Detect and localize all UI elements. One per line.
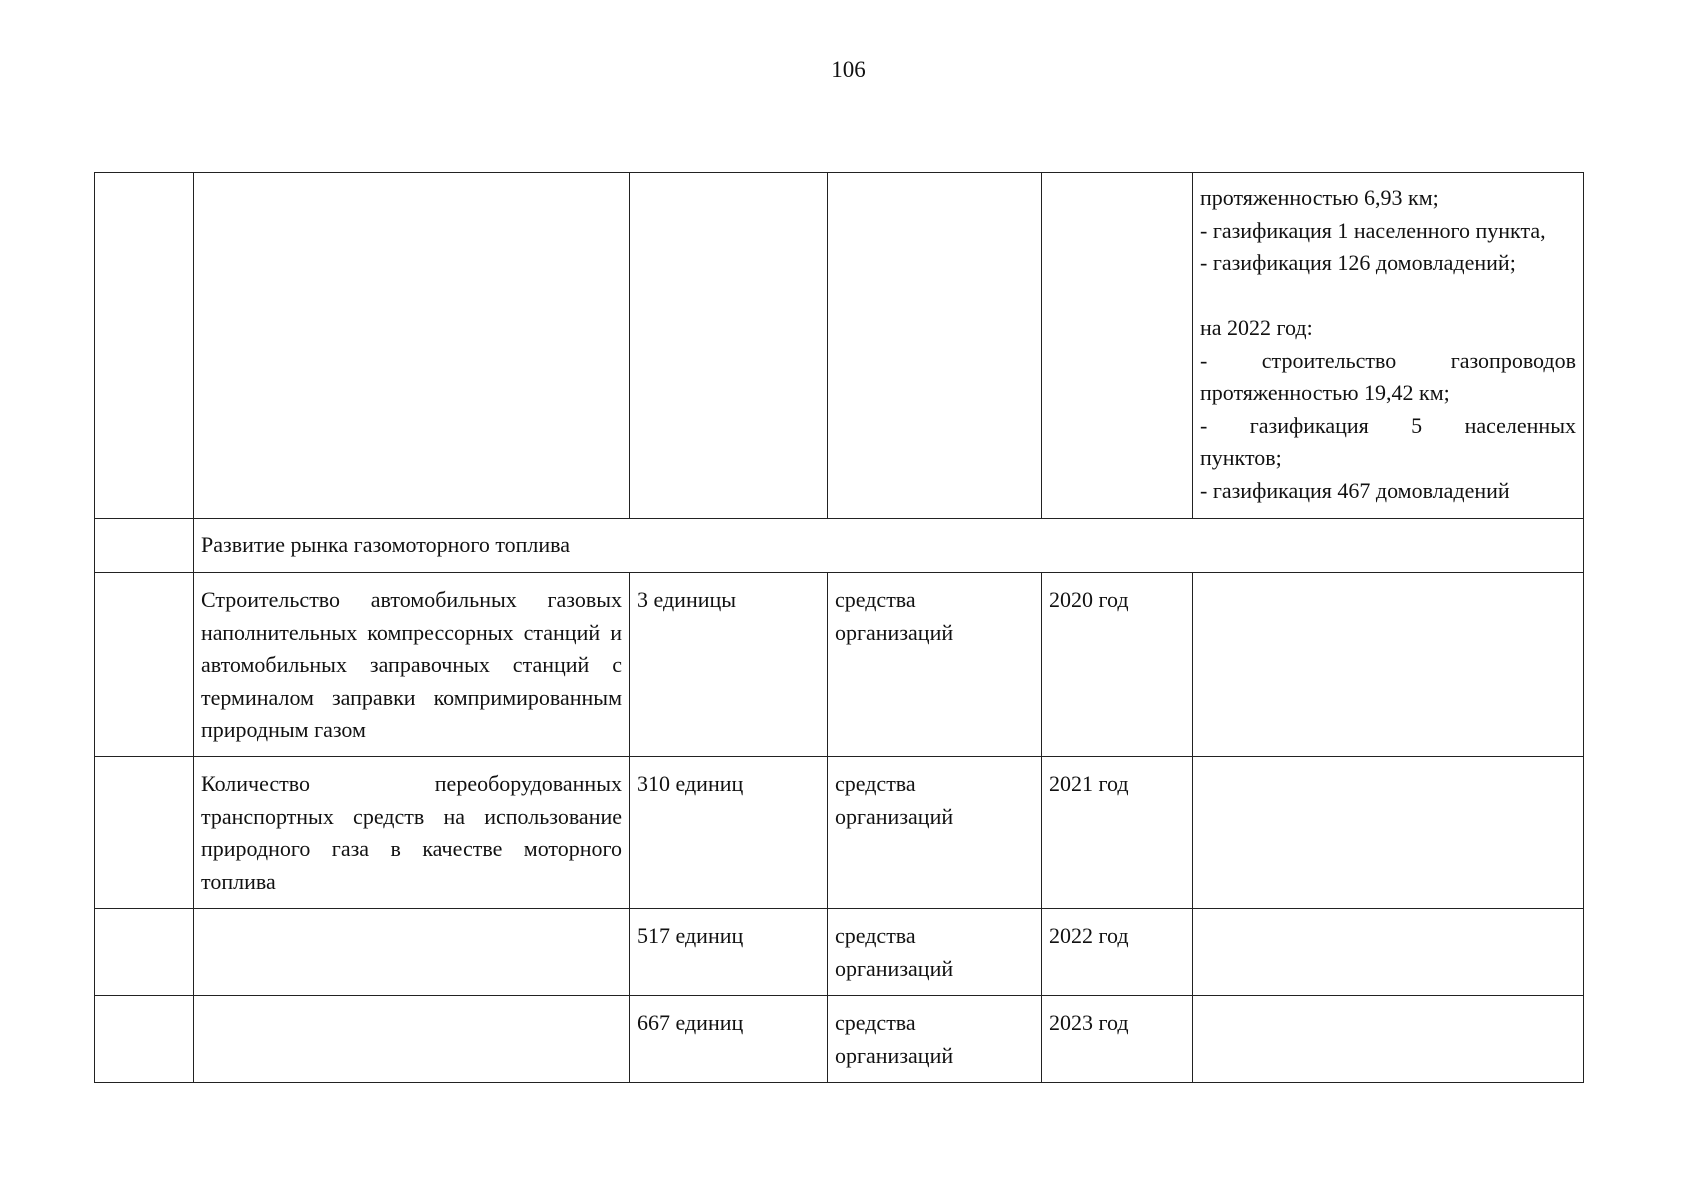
result-line: - строительство газопроводов <box>1200 347 1576 373</box>
source-line: организаций <box>835 1042 954 1068</box>
num-cell <box>95 573 194 757</box>
value-cell: 3 единицы <box>630 573 828 757</box>
page-number: 106 <box>831 57 866 82</box>
source-line: организаций <box>835 955 954 981</box>
num-cell <box>95 909 194 996</box>
source-cell <box>828 573 1042 757</box>
name-cell <box>194 996 630 1083</box>
source-line: средства <box>835 771 916 796</box>
num-cell <box>95 996 194 1083</box>
year-cell: 2023 год <box>1042 996 1193 1083</box>
result-line: протяженностью 19,42 км; <box>1200 380 1450 405</box>
source-line: организаций <box>835 803 954 829</box>
result-line: - газификация 1 населенного пункта, <box>1200 217 1546 243</box>
table-row <box>95 573 1584 757</box>
source-line: средства <box>835 923 916 948</box>
result-line: пунктов; <box>1200 445 1282 470</box>
name-cell <box>194 173 630 519</box>
table-row <box>95 173 1584 519</box>
table-row <box>95 909 1584 996</box>
num-cell <box>95 519 194 573</box>
num-cell <box>95 757 194 909</box>
name-cell <box>194 909 630 996</box>
source-cell <box>828 757 1042 909</box>
value-cell: 517 единиц <box>630 909 828 996</box>
result-line: протяженностью 6,93 км; <box>1200 185 1439 210</box>
section-title: Развитие рынка газомоторного топлива <box>194 519 1584 573</box>
table-row <box>95 757 1584 909</box>
section-row <box>95 519 1584 573</box>
value-cell: 667 единиц <box>630 996 828 1083</box>
value-cell: 310 единиц <box>630 757 828 909</box>
source-line: средства <box>835 587 916 612</box>
source-cell <box>828 173 1042 519</box>
result-line: - газификация 126 домовладений; <box>1200 250 1516 275</box>
result-line: на 2022 год: <box>1200 315 1313 340</box>
year-cell <box>1042 173 1193 519</box>
source-cell <box>828 909 1042 996</box>
value-cell <box>630 173 828 519</box>
result-cell <box>1193 996 1584 1083</box>
measures-table <box>94 172 1584 1083</box>
name-cell: Строительство автомобильных газовых наполнительных компрессорных станций и автомобильных заправочных станций с терминалом заправки компримированным природным газом <box>194 573 630 757</box>
year-cell: 2022 год <box>1042 909 1193 996</box>
source-cell <box>828 996 1042 1083</box>
result-cell <box>1193 173 1584 519</box>
source-line: организаций <box>835 619 954 645</box>
year-cell: 2021 год <box>1042 757 1193 909</box>
result-cell <box>1193 757 1584 909</box>
source-line: средства <box>835 1010 916 1035</box>
result-cell <box>1193 909 1584 996</box>
result-line: - газификация 467 домовладений <box>1200 477 1510 503</box>
num-cell <box>95 173 194 519</box>
result-gap <box>1200 280 1576 313</box>
result-line: - газификация 5 населенных <box>1200 412 1576 438</box>
year-cell: 2020 год <box>1042 573 1193 757</box>
result-cell <box>1193 573 1584 757</box>
table-row <box>95 996 1584 1083</box>
name-cell: Количество переоборудованных транспортных средств на использование природного газа в качестве моторного топлива <box>194 757 630 909</box>
